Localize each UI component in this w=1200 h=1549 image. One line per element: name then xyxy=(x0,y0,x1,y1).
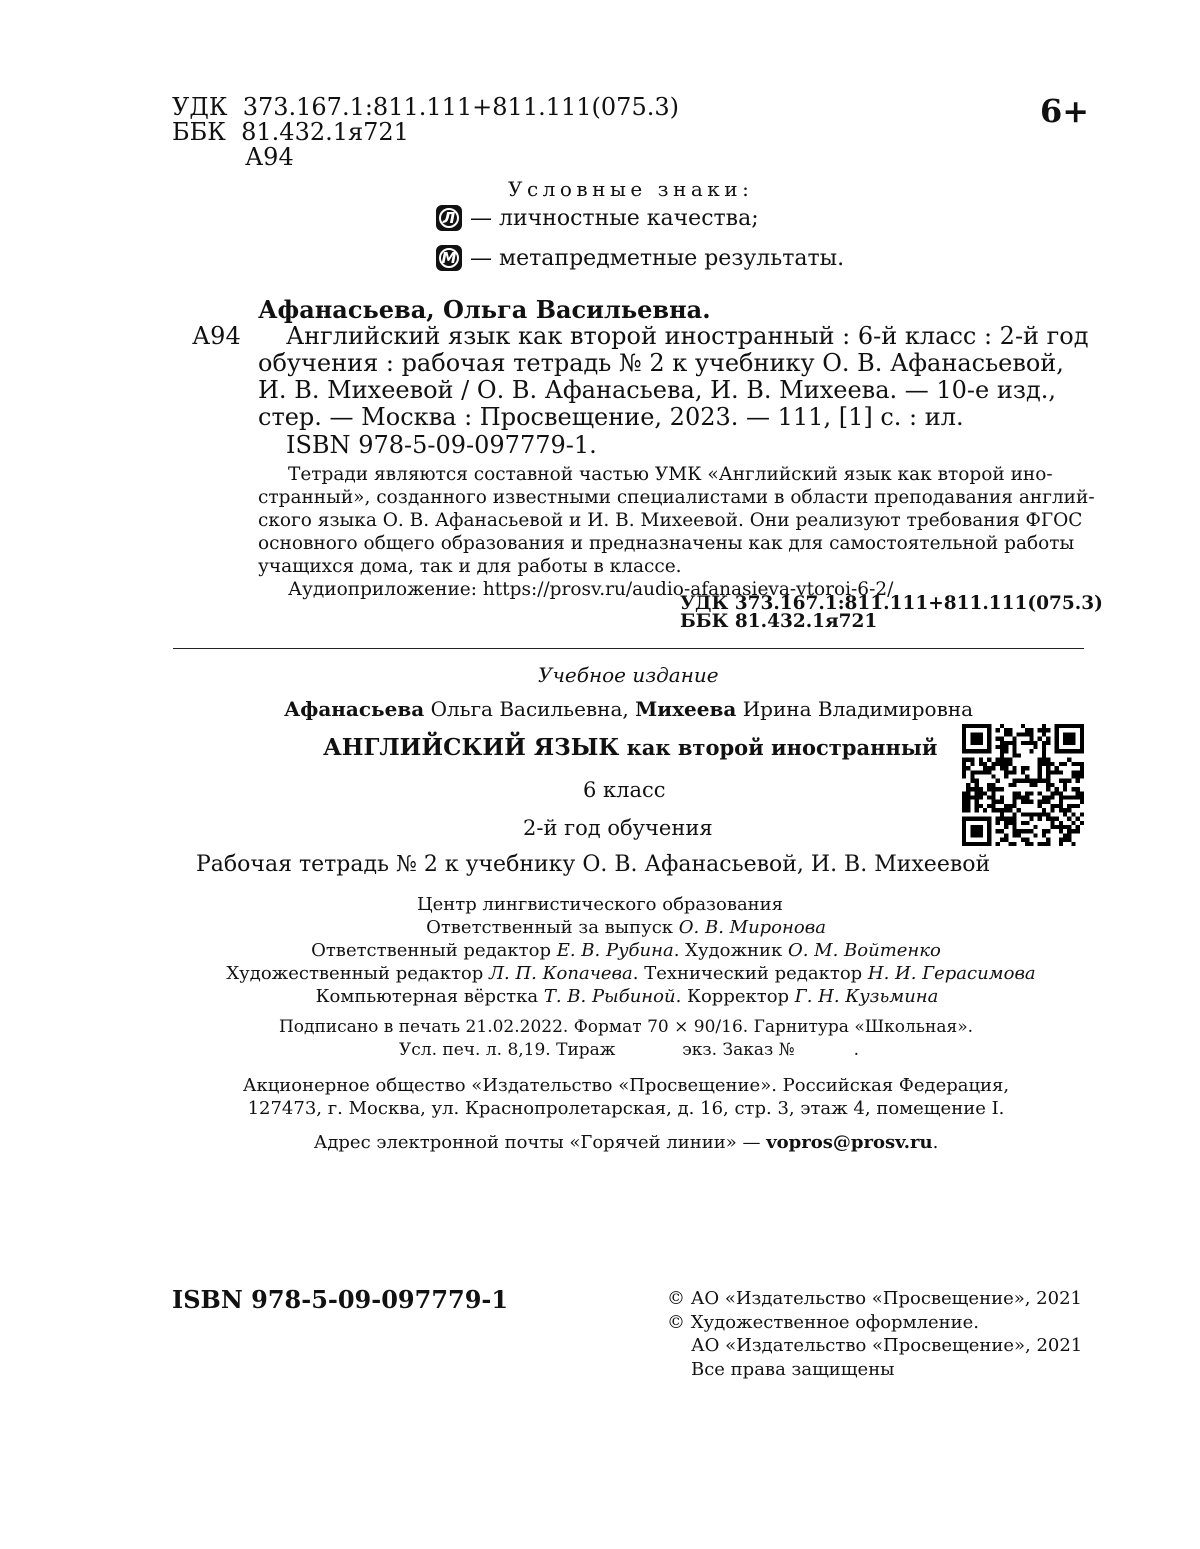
imprint-layout: Компьютерная вёрстка Т. В. Рыбиной. Корректор Г. Н. Кузьмина xyxy=(315,986,939,1007)
author-mark: А94 xyxy=(245,143,294,171)
title-rest: как второй иностранный xyxy=(619,735,938,760)
biblio-isbn: ISBN 978-5-09-097779-1. xyxy=(286,431,597,459)
letter-l-icon: Л xyxy=(436,205,462,231)
imprint-art-editors: Художественный редактор Л. П. Копачева. Технический редактор Н. И. Герасимова xyxy=(226,963,1036,984)
biblio-author: Афанасьева, Ольга Васильевна. xyxy=(258,295,711,324)
imprint-editors: Ответственный редактор Е. В. Рубина. Художник О. М. Войтенко xyxy=(311,940,941,961)
divider xyxy=(173,648,1084,649)
imprint-signed: Подписано в печать 21.02.2022. Формат 70 × 90/16. Гарнитура «Школьная». xyxy=(278,1017,974,1037)
bbk-line xyxy=(172,120,409,145)
email-address: vopros@prosv.ru xyxy=(766,1132,933,1153)
hotline-email: Адрес электронной почты «Горячей линии» — vopros@prosv.ru. xyxy=(313,1132,939,1153)
udk-line xyxy=(172,95,679,120)
udk-bottom: УДК 373.167.1:811.111+811.111(075.3) xyxy=(680,593,1103,614)
imprint-release: Ответственный за выпуск О. В. Миронова xyxy=(426,917,826,938)
copyright-line: Все права защищены xyxy=(691,1358,895,1380)
annotation-line: учащихся дома, так и для работы в классе. xyxy=(258,556,682,577)
biblio-mark: А94 xyxy=(192,322,241,350)
title-bold: АНГЛИЙСКИЙ ЯЗЫК xyxy=(323,734,620,761)
udk-value: 373.167.1:811.111+811.111(075.3) xyxy=(242,93,679,121)
imprint-center: Центр лингвистического образования xyxy=(416,894,784,915)
edition-year: 2-й год обучения xyxy=(523,816,713,840)
biblio-line: Английский язык как второй иностранный : 6-й класс : 2-й год xyxy=(286,322,1089,350)
udk-label: УДК xyxy=(172,93,228,121)
footer-isbn: ISBN 978-5-09-097779-1 xyxy=(172,1285,509,1314)
author2-surname: Михеева xyxy=(635,697,737,721)
edition-subtitle: Рабочая тетрадь № 2 к учебнику О. В. Афанасьевой, И. В. Михеевой xyxy=(196,852,991,877)
bbk-label: ББК xyxy=(172,118,226,146)
copyright-line: © АО «Издательство «Просвещение», 2021 xyxy=(667,1288,1082,1309)
edition-type: Учебное издание xyxy=(538,663,719,687)
annotation-line: Тетради являются составной частью УМК «Английский язык как второй ино- xyxy=(288,464,1053,485)
biblio-line: И. В. Михеевой / О. В. Афанасьева, И. В. Михеева. — 10-е изд., xyxy=(258,376,1056,404)
qr-code xyxy=(962,724,1084,846)
legend-item-metasubject xyxy=(436,245,844,271)
age-rating: 6+ xyxy=(1040,92,1090,130)
author1-name: Ольга Васильевна, xyxy=(424,697,636,721)
copyright-line: © Художественное оформление. xyxy=(667,1311,980,1333)
publisher-line: Акционерное общество «Издательство «Просвещение». Российская Федерация, xyxy=(242,1075,1010,1096)
publisher-address: 127473, г. Москва, ул. Краснопролетарская, д. 16, стр. 3, этаж 4, помещение I. xyxy=(247,1098,1005,1119)
copyright-block xyxy=(667,1287,1082,1381)
imprint-print: Усл. печ. л. 8,19. Тираж экз. Заказ № . xyxy=(399,1040,859,1060)
legend-item-text: — личностные качества; xyxy=(470,205,759,231)
annotation-line: основного общего образования и предназначены как для самостоятельной работы xyxy=(258,533,1075,554)
legend-item-text: — метапредметные результаты. xyxy=(470,245,845,271)
bbk-value: 81.432.1я721 xyxy=(241,118,409,146)
biblio-line: стер. — Москва : Просвещение, 2023. — 111, [1] с. : ил. xyxy=(258,403,964,431)
annotation-line: странный», созданного известными специалистами в области преподавания англий- xyxy=(258,487,1095,508)
edition-grade: 6 класс xyxy=(583,778,666,802)
edition-title xyxy=(323,734,937,761)
responsible-release: О. В. Миронова xyxy=(678,917,826,938)
legend-title: Условные знаки: xyxy=(508,177,754,201)
author2-name: Ирина Владимировна xyxy=(736,697,974,721)
audio-link: Аудиоприложение: https://prosv.ru/audio-afanasieva-vtoroi-6-2/ xyxy=(288,579,894,600)
bbk-bottom: ББК 81.432.1я721 xyxy=(680,611,878,632)
letter-m-icon: М xyxy=(436,245,462,271)
author1-surname: Афанасьева xyxy=(284,697,425,721)
edition-authors xyxy=(284,697,973,721)
biblio-line: обучения : рабочая тетрадь № 2 к учебнику О. В. Афанасьевой, xyxy=(258,349,1064,377)
legend-item-personal xyxy=(436,205,759,231)
copyright-line: АО «Издательство «Просвещение», 2021 xyxy=(691,1335,1083,1356)
annotation-line: ского языка О. В. Афанасьевой и И. В. Михеевой. Они реализуют требования ФГОС xyxy=(258,510,1083,531)
